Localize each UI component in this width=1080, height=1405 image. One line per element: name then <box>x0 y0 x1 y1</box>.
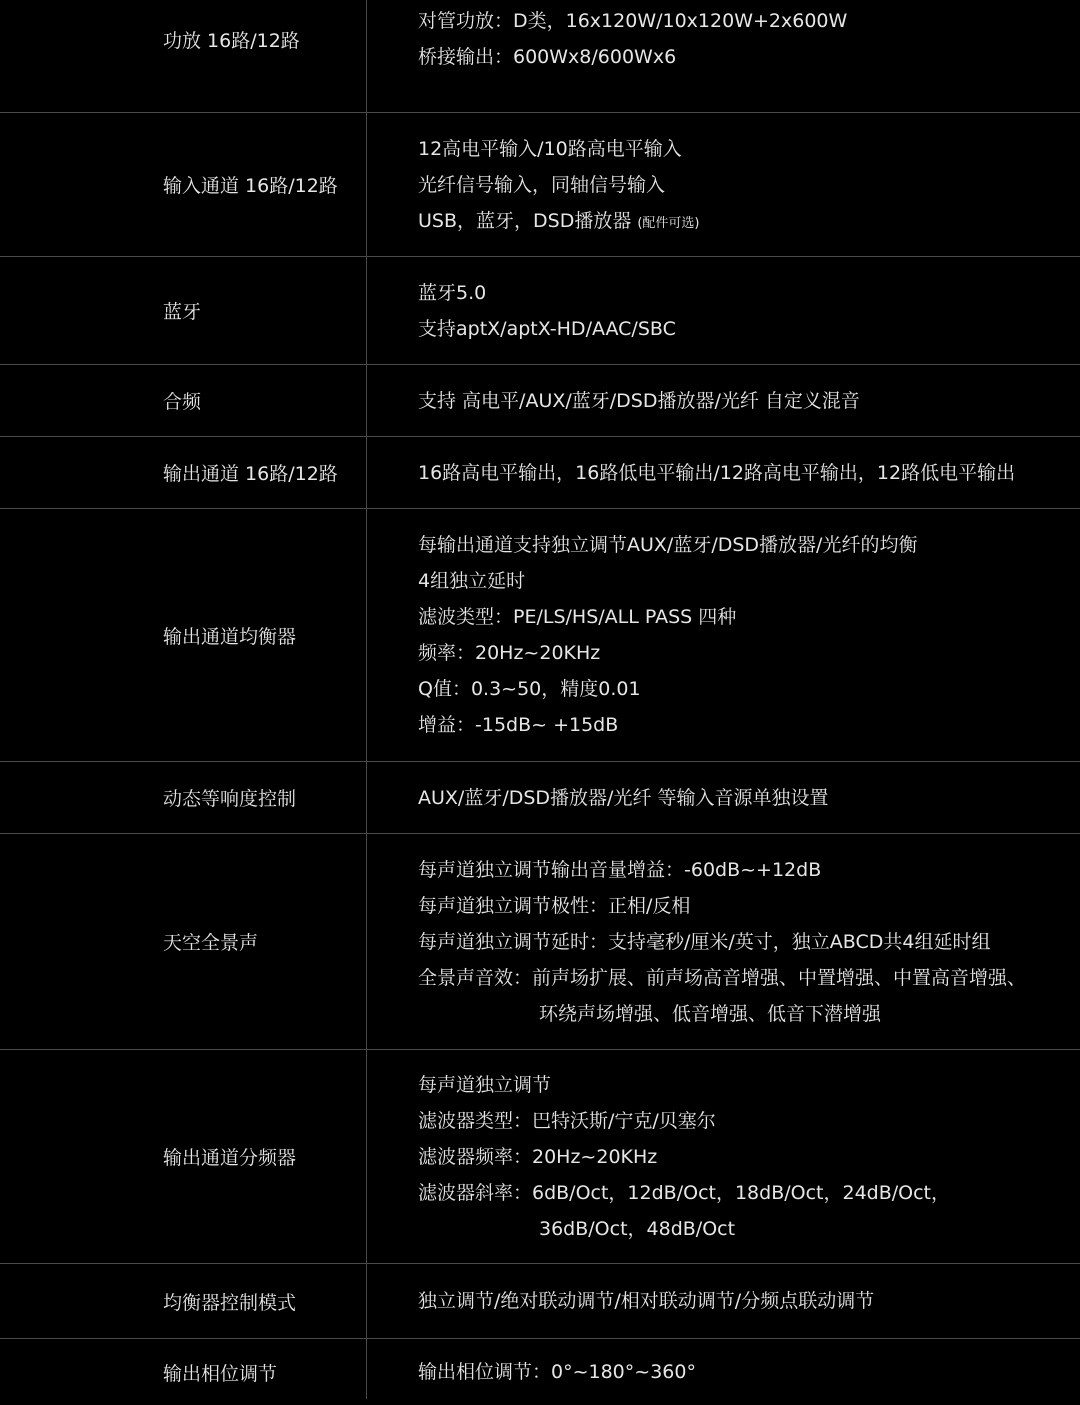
spec-values <box>418 762 1070 833</box>
spec-label: 输出通道 16路/12路 <box>163 463 338 485</box>
spec-line: 全景声音效：前声场扩展、前声场高音增强、中置增强、中置高音增强、 <box>418 966 1027 989</box>
spec-row-output-channels <box>0 437 1080 509</box>
spec-line: 每声道独立调节极性：正相/反相 <box>418 894 691 917</box>
spec-values <box>418 365 1070 436</box>
spec-line: 36dB/Oct，48dB/Oct <box>539 1217 736 1240</box>
spec-row-output-eq <box>0 509 1080 762</box>
spec-line: AUX/蓝牙/DSD播放器/光纤 等输入音源单独设置 <box>418 786 829 809</box>
spec-line: 桥接输出：600Wx8/600Wx6 <box>418 46 677 68</box>
spec-line: 4组独立延时 <box>418 570 526 592</box>
spec-values <box>418 1339 1070 1405</box>
spec-label: 蓝牙 <box>163 301 202 323</box>
spec-line: 每输出通道支持独立调节AUX/蓝牙/DSD播放器/光纤的均衡 <box>418 534 918 556</box>
spec-line: 滤波类型：PE/LS/HS/ALL PASS 四种 <box>418 606 737 628</box>
spec-line: 每声道独立调节输出音量增益：-60dB~+12dB <box>418 858 822 881</box>
spec-values <box>418 1050 1070 1263</box>
spec-line <box>418 203 1070 239</box>
spec-label: 合频 <box>163 391 202 413</box>
spec-label: 输出相位调节 <box>163 1362 278 1385</box>
spec-line: 光纤信号输入，同轴信号输入 <box>418 173 666 196</box>
spec-label: 输出通道均衡器 <box>163 625 297 648</box>
spec-label: 输入通道 16路/12路 <box>163 175 338 197</box>
spec-line: 频率：20Hz~20KHz <box>418 642 601 664</box>
spec-line: 增益：-15dB~ +15dB <box>418 714 619 736</box>
spec-values <box>418 509 1070 761</box>
spec-row-amplifier <box>0 0 1080 113</box>
spec-row-panorama <box>0 834 1080 1050</box>
spec-values <box>418 437 1070 508</box>
spec-label: 输出通道分频器 <box>163 1147 297 1169</box>
spec-row-input-channels <box>0 113 1080 257</box>
spec-line: 输出相位调节：0°~180°~360° <box>418 1361 696 1383</box>
spec-line: 蓝牙5.0 <box>418 281 487 304</box>
spec-note: (配件可选) <box>637 215 700 231</box>
spec-row-loudness <box>0 762 1080 834</box>
spec-values <box>418 834 1070 1049</box>
spec-line: 16路高电平输出，16路低电平输出/12路高电平输出，12路低电平输出 <box>418 461 1016 484</box>
spec-row-crossover <box>0 1050 1080 1264</box>
spec-line: Q值：0.3~50，精度0.01 <box>418 678 641 700</box>
spec-label: 功放 16路/12路 <box>163 29 300 52</box>
spec-row-bluetooth <box>0 257 1080 365</box>
spec-values <box>418 1264 1070 1338</box>
spec-line: 支持aptX/aptX-HD/AAC/SBC <box>418 317 676 340</box>
spec-line: 滤波器斜率：6dB/Oct，12dB/Oct，18dB/Oct，24dB/Oct， <box>418 1181 951 1204</box>
spec-values <box>418 0 1070 112</box>
spec-label: 天空全景声 <box>163 932 259 954</box>
spec-line: 滤波器频率：20Hz~20KHz <box>418 1145 658 1168</box>
spec-line: 滤波器类型：巴特沃斯/宁克/贝塞尔 <box>418 1109 716 1132</box>
spec-row-mixing <box>0 365 1080 437</box>
spec-line: 环绕声场增强、低音增强、低音下潜增强 <box>539 1002 882 1025</box>
spec-line: 支持 高电平/AUX/蓝牙/DSD播放器/光纤 自定义混音 <box>418 389 860 412</box>
spec-line: 对管功放：D类，16x120W/10x120W+2x600W <box>418 10 848 32</box>
spec-line: 独立调节/绝对联动调节/相对联动调节/分频点联动调节 <box>418 1290 875 1312</box>
spec-line-text: USB，蓝牙，DSD播放器 <box>418 209 632 232</box>
spec-line: 每声道独立调节延时：支持毫秒/厘米/英寸，独立ABCD共4组延时组 <box>418 930 991 953</box>
spec-row-phase <box>0 1339 1080 1405</box>
spec-values <box>418 113 1070 256</box>
spec-line: 12高电平输入/10路高电平输入 <box>418 137 682 160</box>
spec-line: 每声道独立调节 <box>418 1073 552 1096</box>
spec-label: 均衡器控制模式 <box>163 1291 297 1314</box>
spec-label: 动态等响度控制 <box>163 788 297 810</box>
spec-values <box>418 257 1070 364</box>
spec-row-eq-mode <box>0 1264 1080 1339</box>
